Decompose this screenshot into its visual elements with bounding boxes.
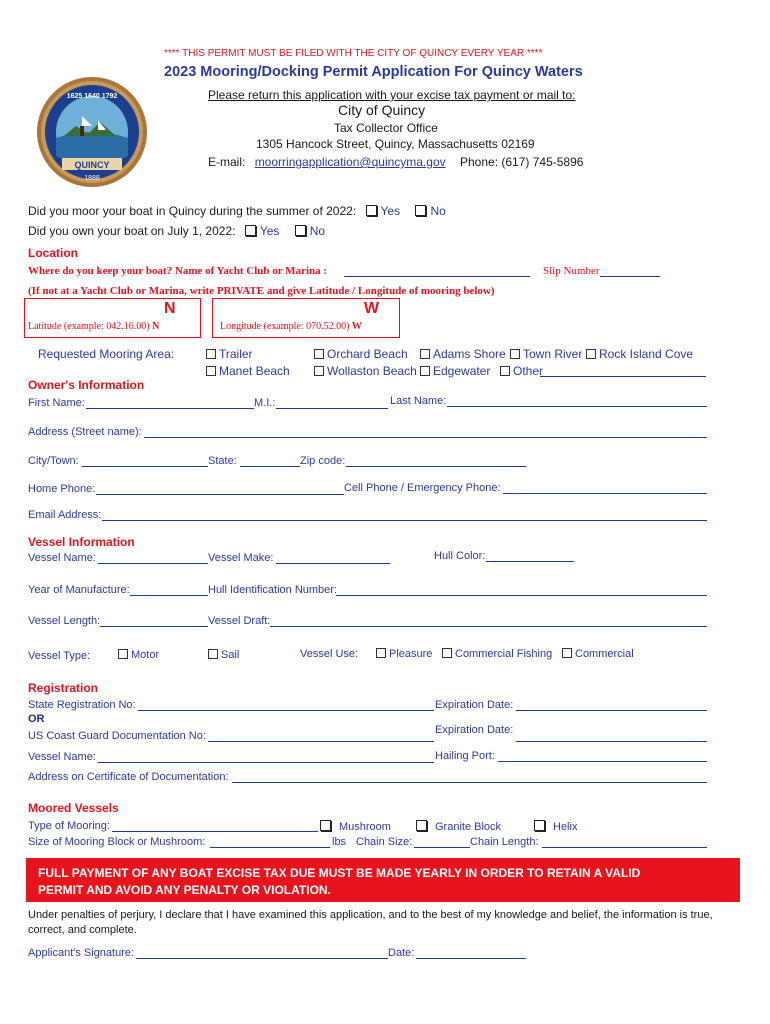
area-edgewater[interactable]: Edgewater (420, 364, 490, 378)
checkbox-icon[interactable] (415, 205, 426, 216)
checkbox-icon[interactable] (534, 820, 545, 831)
checkbox-icon[interactable] (500, 366, 510, 376)
use-pleasure-option[interactable]: Pleasure (376, 648, 432, 660)
hull-color-field[interactable] (486, 561, 574, 562)
return-instructions: Please return this application with your excise tax payment or mail to: (208, 88, 576, 102)
last-name-label: Last Name: (390, 395, 447, 407)
mooring-granite-option[interactable]: Granite Block (416, 820, 501, 833)
checkbox-icon[interactable] (314, 349, 324, 359)
zip-field[interactable] (346, 466, 526, 467)
uscg-field[interactable] (208, 741, 434, 742)
date-label: Date: (388, 947, 415, 959)
mooring-size-field[interactable] (210, 847, 330, 848)
state-expiration-label: Expiration Date: (435, 699, 514, 711)
chain-size-label: Chain Size: (356, 836, 413, 848)
question-owned-label: Did you own your boat on July 1, 2022: (28, 224, 236, 238)
banner-line-1: FULL PAYMENT OF ANY BOAT EXCISE TAX DUE MUST BE MADE YEARLY IN ORDER TO RETAIN A VALID (38, 866, 641, 880)
checkbox-icon[interactable] (376, 648, 386, 658)
section-location: Location (28, 246, 78, 260)
email-address-label: Email Address: (28, 509, 102, 521)
section-owner: Owner's Information (28, 378, 145, 392)
area-manet-beach[interactable]: Manet Beach (206, 364, 290, 378)
marina-name-field[interactable] (344, 276, 530, 277)
checkbox-icon[interactable] (320, 820, 331, 831)
area-other-field[interactable] (540, 376, 706, 377)
north-label: N (164, 300, 176, 317)
area-wollaston-beach[interactable]: Wollaston Beach (314, 364, 417, 378)
mooring-type-label: Type of Mooring: (28, 820, 110, 832)
first-name-field[interactable] (86, 408, 254, 409)
mooring-size-label: Size of Mooring Block or Mushroom: (28, 836, 206, 848)
checkbox-icon[interactable] (366, 205, 377, 216)
first-name-label: First Name: (28, 397, 85, 409)
vessel-use-label: Vessel Use: (300, 648, 359, 660)
hailing-port-field[interactable] (498, 761, 707, 762)
draft-field[interactable] (270, 626, 707, 627)
banner-line-2: PERMIT AND AVOID ANY PENALTY OR VIOLATION. (38, 883, 331, 897)
city-seal (36, 76, 148, 188)
cert-address-field[interactable] (232, 782, 707, 783)
state-label: State: (208, 455, 237, 467)
state-registration-label: State Registration No: (28, 699, 136, 711)
checkbox-icon[interactable] (206, 349, 216, 359)
email-label: E-mail: (208, 155, 246, 169)
area-orchard-beach[interactable]: Orchard Beach (314, 347, 408, 361)
section-moored: Moored Vessels (28, 801, 119, 815)
signature-label: Applicant's Signature: (28, 947, 135, 959)
payment-warning-banner (26, 858, 740, 902)
section-registration: Registration (28, 681, 99, 695)
area-adams-shore[interactable]: Adams Shore (420, 347, 506, 361)
checkbox-icon[interactable] (420, 366, 430, 376)
checkbox-icon[interactable] (118, 649, 128, 659)
chain-length-field[interactable] (542, 847, 707, 848)
draft-label: Vessel Draft: (208, 615, 271, 627)
area-rock-island-cove[interactable]: Rock Island Cove (586, 347, 693, 361)
slip-number-label: Slip Number (543, 265, 600, 277)
latitude-example: Latitude (example: 042.16.00) N (28, 321, 160, 332)
email-address-field[interactable] (102, 520, 707, 521)
home-phone-field[interactable] (96, 494, 344, 495)
cell-phone-label: Cell Phone / Emergency Phone: (344, 482, 501, 494)
checkbox-icon[interactable] (510, 349, 520, 359)
checkbox-icon[interactable] (562, 648, 572, 658)
private-mooring-note: (If not at a Yacht Club or Marina, write PRIVATE and give Latitude / Longitude of mooring below) (28, 285, 495, 297)
last-name-field[interactable] (447, 406, 707, 407)
seal-year: 1888 (84, 175, 100, 182)
home-phone-label: Home Phone: (28, 483, 96, 495)
cell-phone-field[interactable] (503, 493, 707, 494)
reg-vessel-name-label: Vessel Name: (28, 751, 96, 763)
street-address-label: Address (Street name): (28, 426, 142, 438)
date-field[interactable] (416, 958, 526, 959)
year-label: Year of Manufacture: (28, 584, 130, 596)
hin-label: Hull Identification Number: (208, 584, 338, 596)
signature-field[interactable] (136, 958, 388, 959)
question-moored-label: Did you moor your boat in Quincy during the summer of 2022: (28, 204, 357, 218)
mi-field[interactable] (276, 408, 388, 409)
perjury-declaration-line1: Under penalties of perjury, I declare that I have examined this application, and to the best of my knowledge and belief, the information is true, (28, 909, 713, 921)
use-commercial-option[interactable]: Commercial (562, 648, 634, 660)
chain-length-label: Chain Length: (470, 836, 539, 848)
vessel-name-field[interactable] (98, 563, 208, 564)
moored-yes-option[interactable]: Yes (366, 204, 401, 218)
mi-label: M.I.: (254, 397, 276, 409)
email-link[interactable]: moorringapplication@quincyma.gov (254, 155, 446, 169)
uscg-expiration-field[interactable] (516, 741, 707, 742)
cert-address-label: Address on Certificate of Documentation: (28, 771, 229, 783)
or-separator: OR (28, 713, 45, 725)
mooring-area-label: Requested Mooring Area: (38, 347, 175, 361)
question-owned-july (28, 224, 325, 238)
question-moored-2022 (28, 204, 446, 218)
page-title: 2023 Mooring/Docking Permit Application For Quincy Waters (164, 64, 583, 80)
state-registration-field[interactable] (138, 710, 434, 711)
checkbox-icon[interactable] (206, 366, 216, 376)
city-label: City/Town: (28, 455, 79, 467)
length-field[interactable] (100, 626, 208, 627)
state-expiration-field[interactable] (516, 710, 707, 711)
marina-question: Where do you keep your boat? Name of Yacht Club or Marina : (28, 265, 328, 277)
west-label: W (364, 300, 380, 317)
uscg-expiration-label: Expiration Date: (435, 724, 514, 736)
reg-vessel-name-field[interactable] (98, 762, 434, 763)
office-name: Tax Collector Office (334, 121, 438, 135)
length-label: Vessel Length: (28, 615, 101, 627)
longitude-example: Longitude (example: 070.52.00) W (220, 321, 362, 332)
checkbox-icon[interactable] (295, 225, 306, 236)
checkbox-icon[interactable] (208, 649, 218, 659)
vessel-name-label: Vessel Name: (28, 552, 96, 564)
office-address: 1305 Hancock Street, Quincy, Massachusetts 02169 (256, 137, 535, 151)
checkbox-icon[interactable] (416, 820, 427, 831)
lbs-unit: lbs (332, 836, 347, 848)
city-field[interactable] (82, 466, 208, 467)
zip-label: Zip code: (300, 455, 346, 467)
street-address-field[interactable] (144, 437, 707, 438)
state-field[interactable] (240, 466, 300, 467)
area-trailer[interactable]: Trailer (206, 347, 253, 361)
annual-filing-notice: **** THIS PERMIT MUST BE FILED WITH THE CITY OF QUINCY EVERY YEAR **** (164, 48, 543, 59)
type-motor-option[interactable]: Motor (118, 649, 159, 661)
type-sail-option[interactable]: Sail (208, 649, 239, 661)
slip-number-field[interactable] (600, 276, 660, 277)
seal-band-text: QUINCY (74, 160, 110, 170)
year-field[interactable] (130, 595, 208, 596)
use-commercial-fishing-option[interactable]: Commercial Fishing (442, 648, 552, 660)
mooring-mushroom-option[interactable]: Mushroom (320, 820, 391, 833)
seal-top-text: 1625 1640 1792 (66, 93, 118, 100)
city-name: City of Quincy (338, 102, 426, 118)
section-vessel: Vessel Information (28, 535, 135, 549)
hull-color-label: Hull Color: (434, 550, 486, 562)
owned-no-option[interactable]: No (295, 224, 325, 238)
uscg-label: US Coast Guard Documentation No: (28, 730, 206, 742)
email-contact (208, 155, 446, 169)
checkbox-icon[interactable] (420, 349, 430, 359)
chain-size-field[interactable] (414, 847, 470, 848)
checkbox-icon[interactable] (442, 648, 452, 658)
phone-contact: Phone: (617) 745-5896 (460, 155, 584, 169)
vessel-type-label: Vessel Type: (28, 650, 91, 662)
vessel-make-label: Vessel Make: (208, 552, 274, 564)
owned-yes-option[interactable]: Yes (245, 224, 280, 238)
hailing-port-label: Hailing Port: (435, 750, 495, 762)
area-other[interactable]: Other (500, 364, 543, 378)
hin-field[interactable] (336, 595, 707, 596)
vessel-make-field[interactable] (276, 563, 390, 564)
checkbox-icon[interactable] (586, 349, 596, 359)
mooring-helix-option[interactable]: Helix (534, 820, 577, 833)
perjury-declaration-line2: correct, and complete. (28, 924, 137, 936)
checkbox-icon[interactable] (314, 366, 324, 376)
moored-no-option[interactable]: No (415, 204, 445, 218)
checkbox-icon[interactable] (245, 225, 256, 236)
mooring-type-field[interactable] (112, 831, 318, 832)
area-town-river[interactable]: Town River (510, 347, 582, 361)
